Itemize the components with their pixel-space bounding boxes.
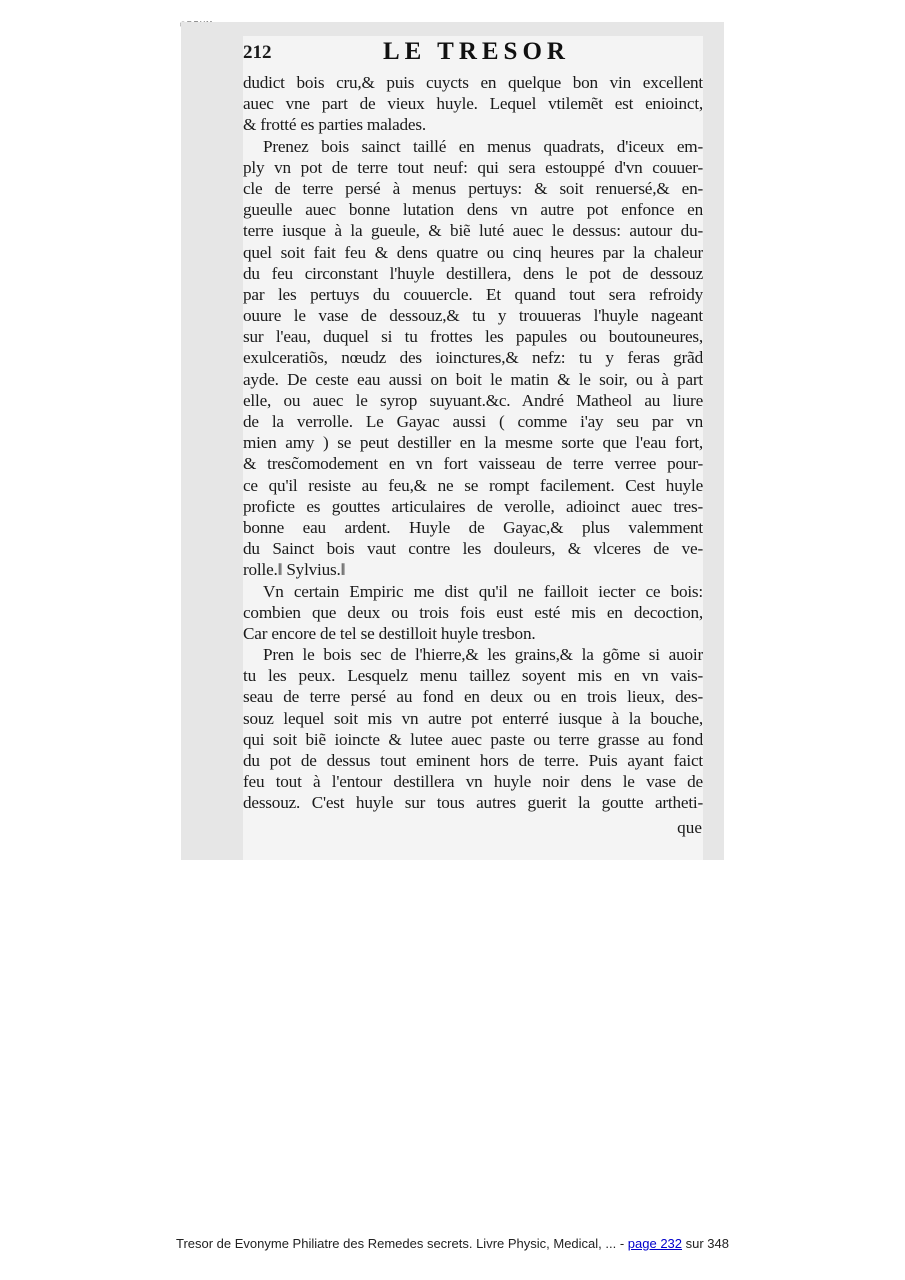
text-line: ouure le vase de dessouz,& tu y trouueras l'huyle nageant [243, 306, 703, 326]
text-line: Vn certain Empiric me dist qu'il ne failloit iecter ce bois: [263, 581, 703, 601]
text-line: souz lequel soit mis vn autre pot enterré iusque à la bouche, [243, 708, 703, 728]
text-line: elle, ou auec le syrop suyuant.&c. André Matheol au liure [243, 390, 703, 410]
text-line: mien amy ) se peut destiller en la mesme sorte que l'eau fort, [243, 433, 703, 453]
text-line: par les pertuys du couuercle. Et quand tout sera refroidy [243, 284, 703, 304]
text-line: & frotté es parties malades. [243, 115, 426, 135]
text-line: bonne eau ardent. Huyle de Gayac,& plus valemment [243, 517, 703, 537]
text-line: dudict bois cru,& puis cuycts en quelque bon vin excellent [243, 73, 703, 92]
text-line: seau de terre persé au fond en deux ou en trois lieux, des- [243, 687, 703, 707]
text-line: & tresc̃omodement en vn fort vaisseau de terre verree pour- [243, 454, 703, 474]
running-head [243, 38, 699, 66]
text-line: rolle.‖ Sylvius.‖ [243, 560, 346, 580]
text-line: sur l'eau, duquel si tu frottes les papules ou boutouneures, [243, 327, 703, 347]
text-line: proficte es gouttes articulaires de verolle, adioinct auec tres- [243, 496, 703, 516]
text-line: Prenez bois sainct taillé en menus quadrats, d'iceux em- [263, 136, 703, 156]
text-line: combien que deux ou trois fois eust esté mis en decoction, [243, 602, 703, 622]
text-line: cle de terre persé à menus pertuys: & soit renuersé,& en- [243, 178, 703, 198]
text-line: Car encore de tel se destilloit huyle tresbon. [243, 623, 536, 643]
text-line: du Sainct bois vaut contre les douleurs, & vlceres de ve- [243, 539, 703, 559]
running-title: LE TRESOR [383, 38, 570, 65]
catchword: que [677, 818, 702, 837]
text-line: Pren le bois sec de l'hierre,& les grains,& la gõme si auoir [263, 645, 703, 665]
footer-total: sur 348 [682, 1236, 729, 1251]
footer-title: Tresor de Evonyme Philiatre des Remedes secrets. Livre Physic, Medical, ... - [175, 1236, 628, 1251]
text-line: du pot de dessus tout eminent hors de terre. Puis ayant faict [243, 751, 703, 770]
page-scan [181, 22, 724, 860]
page-link[interactable]: page 232 [627, 1236, 683, 1251]
text-line: feu tout à l'entour destillera vn huyle noir dens le vase de [243, 772, 703, 792]
text-line: de la verrolle. Le Gayac aussi ( comme i'ay seu par vn [243, 412, 703, 431]
footer-caption [0, 1236, 905, 1251]
text-line: exulceratiõs, nœudz des ioinctures,& nefz: tu y feras grãd [243, 348, 703, 368]
text-line: ce qu'il resiste au feu,& ne se rompt facilement. Cest huyle [243, 475, 703, 495]
text-line: dessouz. C'est huyle sur tous autres guerit la goutte artheti- [243, 793, 703, 813]
text-line: ayde. De ceste eau aussi on boit le matin & le soir, ou à part [243, 369, 703, 389]
text-line: ply vn pot de terre tout neuf: qui sera estouppé d'vn couuer- [243, 157, 703, 177]
text-line: auec vne part de vieux huyle. Lequel vtilemẽt est enioinct, [243, 94, 703, 114]
text-line: gueulle auec bonne lutation dens vn autre pot enfonce en [243, 200, 703, 220]
text-line: tu les peux. Lesquelz menu taillez soyent mis en vn vais- [243, 666, 703, 686]
text-line: terre iusque à la gueule, & biẽ luté auec le dessus: autour du- [243, 221, 703, 241]
folio-number: 212 [243, 42, 272, 63]
body-text [243, 72, 703, 814]
text-line: qui soit biẽ ioincte & lutee auec paste ou terre grasse au fond [243, 729, 703, 749]
text-line: du feu circonstant l'huyle destillera, dens le pot de dessouz [243, 263, 703, 283]
text-line: quel soit fait feu & dens quatre ou cinq heures par la chaleur [243, 242, 703, 262]
